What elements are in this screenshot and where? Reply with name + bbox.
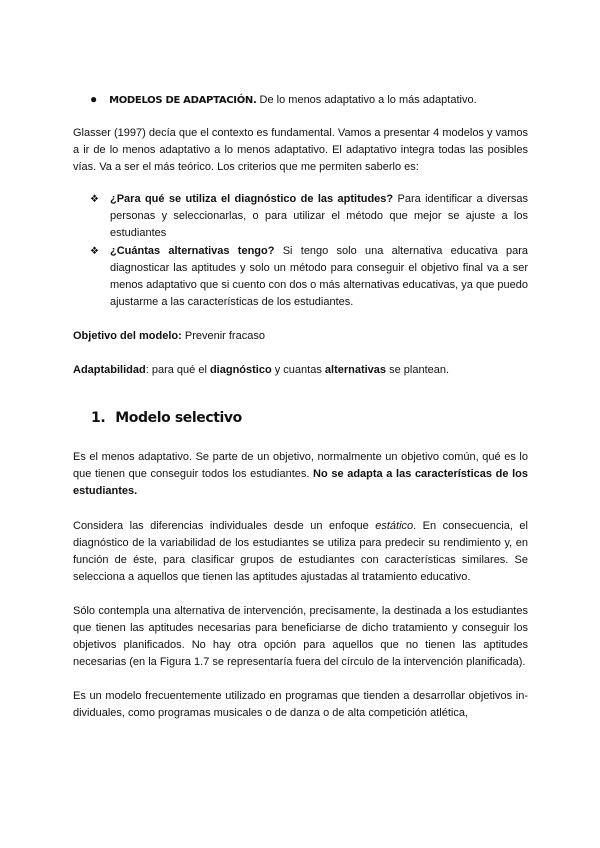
paragraph-2-text: Considera las diferencias individuales desde un enfoque xyxy=(73,520,376,532)
objective-line xyxy=(73,328,528,345)
section-heading xyxy=(91,410,242,426)
section-title: Modelo selectivo xyxy=(115,410,242,426)
criterion-answer-2: Si tengo solo una alternativa educativa para diagnosticar las aptitudes y solo un método para conseguir el objetivo final va a ser menos adaptativo que si cuento con dos o más alternativas educativas, ya que puedo ajustarme a las características de los estudiantes. xyxy=(110,245,528,308)
paragraph-4: Es un modelo frecuentemente utilizado en programas que tienden a desarrollar objetivos in-dividuales, como programas musicales o de danza o de alta competición atlética, xyxy=(73,690,528,719)
diamond-icon: ❖ xyxy=(90,194,99,205)
models-heading: MODELOS DE ADAPTACIÓN. xyxy=(109,95,257,106)
models-subtitle: De lo menos adaptativo a lo más adaptativo. xyxy=(259,94,477,106)
paragraph-1-text: Es el menos adaptativo. Se parte de un objetivo, normalmente un objetivo común, qué es lo que tienen que conseguir todos los estudiantes. xyxy=(73,451,528,480)
adaptability-text: se plantean. xyxy=(386,364,450,376)
adaptability-bold-alternativas: alternativas xyxy=(324,364,387,376)
paragraph-2 xyxy=(73,518,528,586)
paragraph-2-italic: estático xyxy=(375,520,414,532)
adaptability-line xyxy=(73,362,528,379)
bullet-dot: ● xyxy=(90,92,98,106)
adaptability-text: y cuantas xyxy=(271,364,325,376)
intro-paragraph: Glasser (1997) decía que el contexto es fundamental. Vamos a presentar 4 modelos y vamos a ir de lo menos adaptativo a lo menos adaptativo. El adaptativo integra todas las posibles vías. Va a ser el más teórico. Los criterios que me permiten saberlo es: xyxy=(73,127,528,173)
objective-label: Objetivo del modelo: xyxy=(73,330,182,342)
paragraph-1-bold: No se adapta a las características de los estudiantes. xyxy=(73,468,528,497)
models-bullet xyxy=(90,92,477,108)
criterion-item-2 xyxy=(90,243,528,311)
paragraph-3: Sólo contempla una alternativa de intervención, precisamente, la destinada a los estudiantes que tienen las aptitudes necesarias para beneficiarse de dicho tratamiento y conseguir los objetivos planificados. No hay otra opción para aquellos que no tienen las aptitudes necesarias (en la Figura 1.7 se representaría fuera del círculo de la intervención planificada). xyxy=(73,605,528,668)
criterion-item-1 xyxy=(90,191,528,242)
adaptability-bold-diagnostico: diagnóstico xyxy=(209,364,272,376)
criterion-answer-1: Para identificar a diversas personas y seleccionarlas, o para utilizar el método que mejor se ajuste a los estudiantes xyxy=(110,193,528,239)
criterion-question-2: ¿Cuántas alternativas tengo? xyxy=(110,245,275,257)
adaptability-label: Adaptabilidad xyxy=(73,364,146,376)
section-number: 1. xyxy=(91,410,106,426)
objective-text: Prevenir fracaso xyxy=(181,330,265,342)
paragraph-2-text: . En consecuencia, el diagnóstico de la variabilidad de los estudiantes se utiliza para predecir su rendimiento y, en función de éste, para clasificar grupos de estudiantes con características similares. Se selecciona a aquellos que tienen las aptitudes ajustadas al tratamiento educativo. xyxy=(73,520,528,583)
criterion-question-1: ¿Para qué se utiliza el diagnóstico de las aptitudes? xyxy=(110,193,394,205)
paragraph-1 xyxy=(73,449,528,500)
adaptability-text: : para qué el xyxy=(145,364,210,376)
diamond-icon: ❖ xyxy=(90,246,99,257)
